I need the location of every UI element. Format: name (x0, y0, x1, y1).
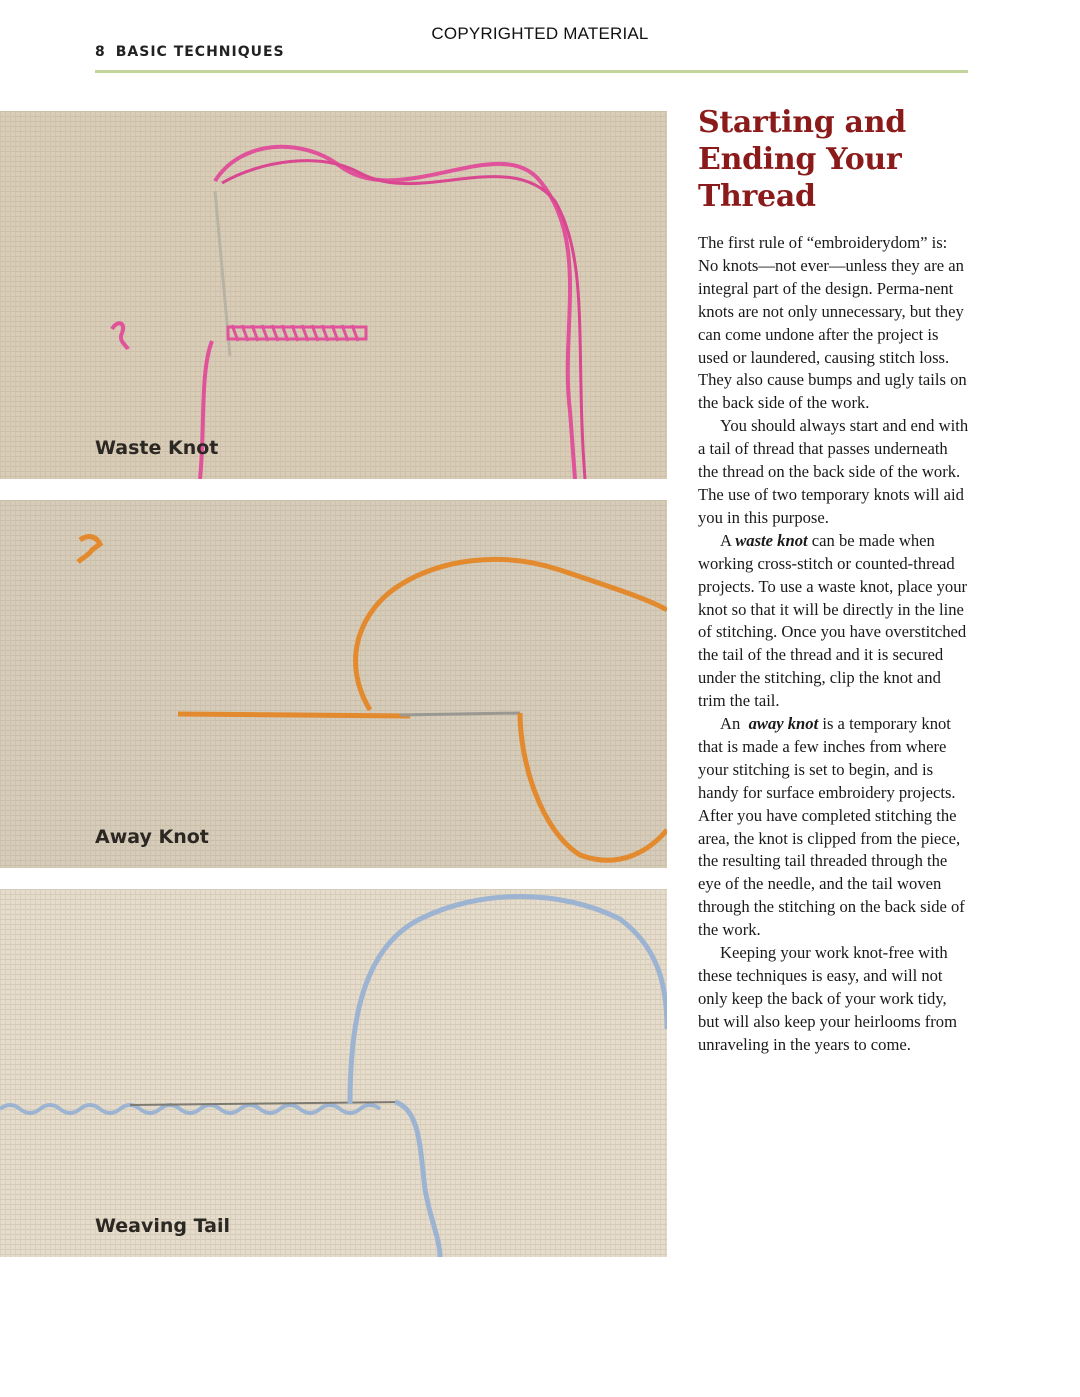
linen-fabric (0, 889, 667, 1257)
title-line: Starting and (698, 105, 906, 140)
header-rule (95, 70, 968, 73)
article (698, 104, 970, 1057)
paragraph: The first rule of “embroiderydom” is: No knots—not ever—unless they are an integral part of the design. Perma-nent knots are not only unnecessary, but they can come undone after the project is used or laundered, causing stitch loss. They also cause bumps and ugly tails on the back side of the work. (698, 233, 967, 413)
linen-fabric (0, 111, 667, 479)
paragraph (698, 713, 970, 942)
term-waste-knot: waste knot (735, 530, 808, 550)
term-away-knot: away knot (748, 714, 819, 734)
paragraph: Keeping your work knot-free with these techniques is easy, and will not only keep the back of your work tidy, but will also keep your heirlooms from unraveling in the years to come. (698, 943, 958, 1054)
waste-knot-illustration (0, 111, 667, 479)
paragraph (698, 530, 970, 713)
paragraph-lead: A (720, 530, 732, 550)
figure-caption: Away Knot (95, 826, 209, 848)
page-number: 8 (95, 44, 106, 60)
article-body (698, 232, 970, 1057)
section-title: BASIC TECHNIQUES (115, 44, 285, 60)
paragraph-rest: can be made when working cross-stitch or counted-thread projects. To use a waste knot, place your knot so that it will be directly in the line of stitching. Once you have overstitched the tail of the thread and it is secured under the stitching, clip the knot and trim the tail. (698, 530, 968, 711)
needle (400, 713, 520, 715)
waste-knot-photo (0, 111, 667, 479)
title-line: Ending Your (698, 142, 902, 177)
copyright-notice: COPYRIGHTED MATERIAL (431, 24, 649, 43)
figure-caption: Waste Knot (95, 437, 219, 459)
figure-caption: Weaving Tail (95, 1215, 230, 1237)
weaving-tail-illustration (0, 889, 667, 1257)
stitched-line (178, 714, 410, 716)
weaving-tail-photo (0, 889, 667, 1257)
article-title (698, 104, 970, 215)
running-head (95, 44, 285, 60)
title-line: Thread (698, 179, 816, 214)
paragraph: You should always start and end with a tail of thread that passes underneath the thread on the back side of the work. The use of two temporary knots will aid you in this purpose. (698, 416, 969, 527)
away-knot-photo (0, 500, 667, 868)
paragraph-rest: is a temporary knot that is made a few inches from where your stitching is set to begin, and is handy for surface embroidery projects. After you have completed stitching the area, the knot is clipped from the piece, the resulting tail threaded through the eye of the needle, and the tail woven through the stitching on the back side of the work. (698, 714, 965, 940)
away-knot-illustration (0, 500, 667, 868)
paragraph-lead: An (720, 714, 741, 734)
linen-fabric (0, 500, 667, 868)
